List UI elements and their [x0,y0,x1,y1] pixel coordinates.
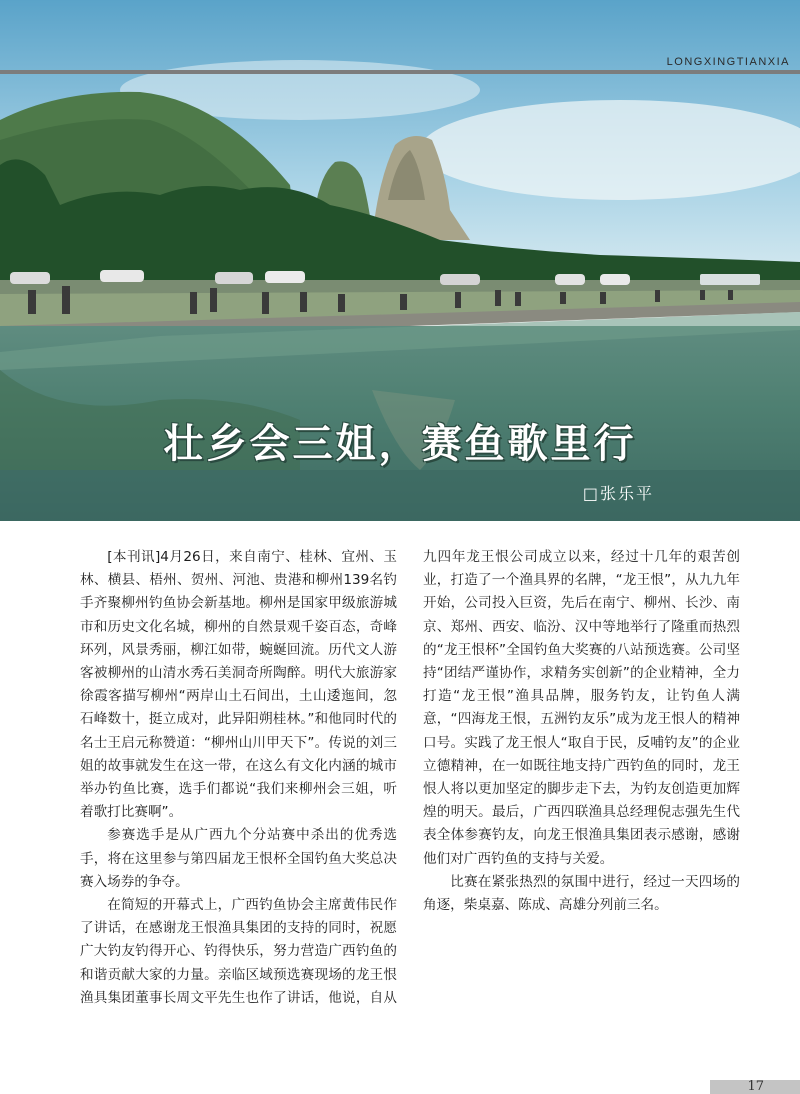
page-number: 17 [747,1079,764,1094]
article-body [80,546,740,1016]
header-photo [0,0,800,521]
paragraph-3: 在简短的开幕式上，广西钓鱼协会主席黄伟民作了讲话，在感谢龙王恨渔具集团的支持的同时，祝愿广大钓友钓得开心、钓得快乐，努力营造广西钓鱼的和谐贡献大家的力量。亲临区域预选赛现场的龙王恨渔具集团董事长周文平先生也作了讲话，他说，自从九四年龙王恨公司成立以来，经过十几年的艰苦创业，打造了一个渔具界的名牌，“龙王恨”，从九九年开始，公司投入巨资，先后在南宁、柳州、长沙、南京、郑州、西安、临汾、汉中等地举行了隆重而热烈的“龙王恨杯”全国钓鱼大奖赛的八站预选赛。公司坚持“团结严谨协作，求精务实创新”的企业精神，全力打造“龙王恨”渔具品牌，服务钓友，让钓鱼人满意，“四海龙王恨，五洲钓友乐”成为龙王恨人的精神口号。实践了龙王恨人“取自于民，反哺钓友”的企业立德精神，在一如既往地支持广西钓鱼的同时，龙王恨人将以更加坚定的脚步走下去，为钓友创造更加辉煌的明天。最后，广西四联渔具总经理倪志强先生代表全体参赛钓友，向龙王恨渔具集团表示感谢，感谢他们对广西钓鱼的支持与关爱。 [80,549,740,1006]
paragraph-4: 比赛在紧张热烈的氛围中进行，经过一天四场的角逐，柴桌嘉、陈成、高雄分列前三名。 [423,873,740,914]
author-byline: □张乐平 [582,484,654,503]
header-rule [0,70,800,74]
paragraph-1: [本刊讯]4月26日，来自南宁、桂林、宜州、玉林、横县、梧州、贺州、河池、贵港和柳州139名钓手齐聚柳州钓鱼协会新基地。柳州是国家甲级旅游城市和历史文化名城，柳州的自然景观千姿百态，奇峰环列，风景秀丽，柳江如带，蜿蜒回流。历代文人游客被柳州的山清水秀石美洞奇所陶醉。明代大旅游家徐霞客描写柳州“两岸山土石间出，土山逶迤间，忽石峰数十，挺立成对，此异阳朔桂林。”和他同时代的名士王启元称赞道：“柳州山川甲天下”。传说的刘三姐的故事就发生在这一带，在这么有文化内涵的城市举办钓鱼比赛，选手们都说“我们来柳州会三姐，听着歌打比赛啊”。 [80,549,397,821]
section-label: LONGXINGTIANXIA [666,56,790,68]
paragraph-2: 参赛选手是从广西九个分站赛中杀出的优秀选手，将在这里参与第四届龙王恨杯全国钓鱼大奖总决赛入场券的争夺。 [80,827,397,890]
article-title: 壮乡会三姐，赛鱼歌里行 [163,421,637,467]
